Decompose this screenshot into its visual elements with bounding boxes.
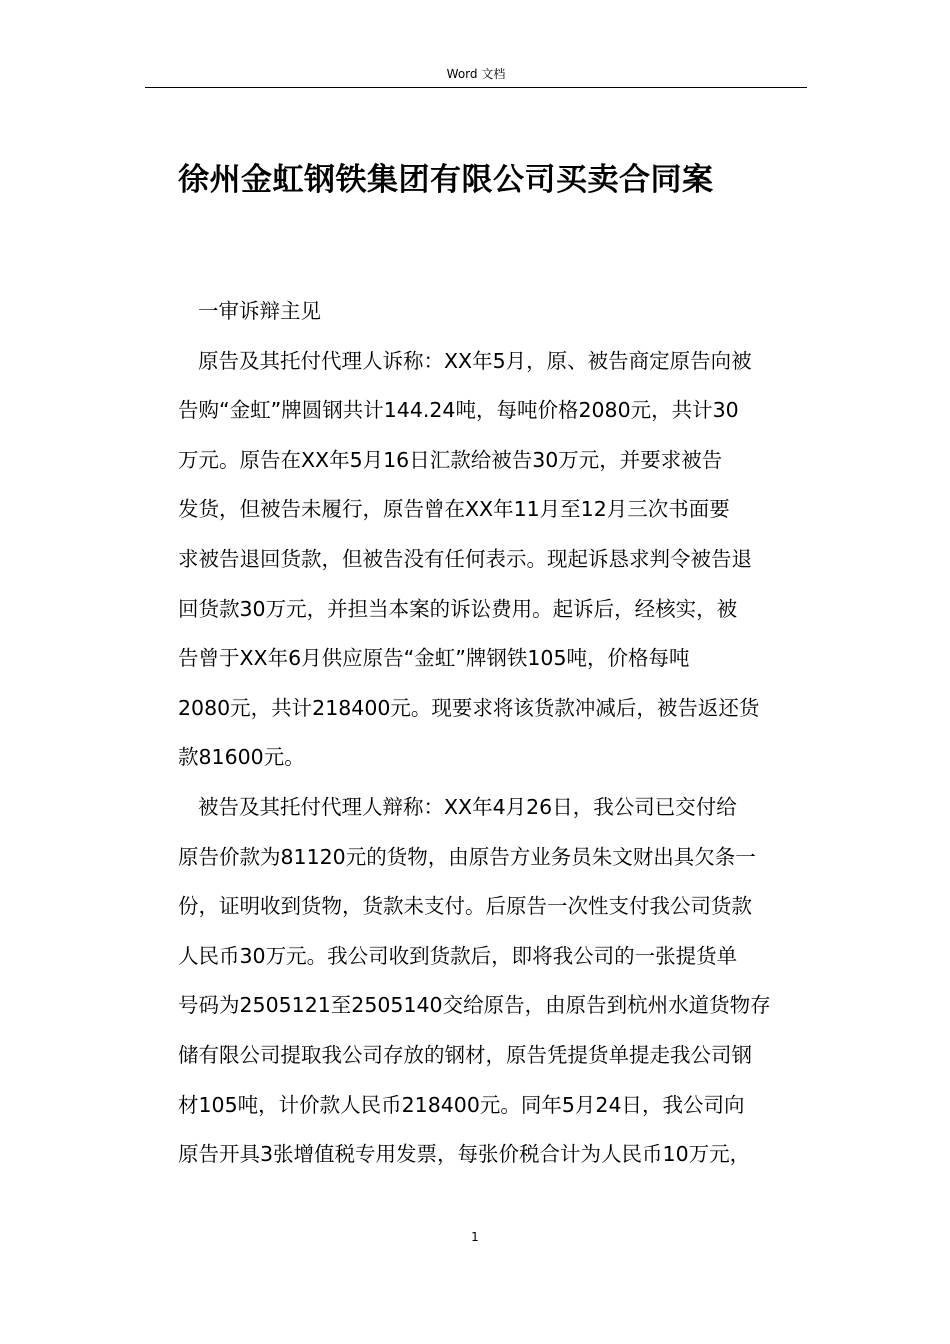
paragraph-line: 求被告退回货款，但被告没有任何表示。现起诉恳求判令被告退 xyxy=(178,546,752,571)
paragraph-line: 储有限公司提取我公司存放的钢材，原告凭提货单提走我公司钢 xyxy=(178,1042,752,1067)
page-header: Word 文档 xyxy=(446,67,506,81)
page-number: 1 xyxy=(471,1230,479,1244)
paragraph-line: 告曾于XX年6月供应原告“金虹”牌钢铁105吨，价格每吨 xyxy=(178,646,690,671)
paragraph-line: 原告开具3张增值税专用发票，每张价税合计为人民币10万元， xyxy=(178,1142,751,1167)
paragraph-line: 发货，但被告未履行，原告曾在XX年11月至12月三次书面要 xyxy=(178,497,730,522)
paragraph-line: 款81600元。 xyxy=(178,745,305,770)
paragraph-line: 2080元，共计218400元。现要求将该货款冲减后，被告返还货 xyxy=(178,695,760,720)
paragraph-line: 份，证明收到货物，货款未支付。后原告一次性支付我公司货款 xyxy=(178,894,752,919)
document-title: 徐州金虹钢铁集团有限公司买卖合同案 xyxy=(178,162,714,198)
header-divider xyxy=(145,87,807,88)
section-heading: 一审诉辩主见 xyxy=(198,299,321,323)
paragraph-line: 万元。原告在XX年5月16日汇款给被告30万元，并要求被告 xyxy=(178,447,723,472)
paragraph-line: 被告及其托付代理人辩称：XX年4月26日，我公司已交付给 xyxy=(198,794,737,819)
paragraph-line: 原告价款为81120元的货物，由原告方业务员朱文财出具欠条一 xyxy=(178,844,756,869)
paragraph-line: 号码为2505121至2505140交给原告，由原告到杭州水道货物存 xyxy=(178,993,771,1018)
paragraph-line: 回货款30万元，并担当本案的诉讼费用。起诉后，经核实，被 xyxy=(178,596,738,621)
paragraph-line: 人民币30万元。我公司收到货款后，即将我公司的一张提货单 xyxy=(178,943,738,968)
paragraph-line: 原告及其托付代理人诉称：XX年5月，原、被告商定原告向被 xyxy=(198,348,752,373)
paragraph-line: 材105吨，计价款人民币218400元。同年5月24日，我公司向 xyxy=(178,1092,745,1117)
paragraph-line: 告购“金虹”牌圆钢共计144.24吨，每吨价格2080元，共计30 xyxy=(178,398,739,423)
document-body xyxy=(178,287,808,1180)
